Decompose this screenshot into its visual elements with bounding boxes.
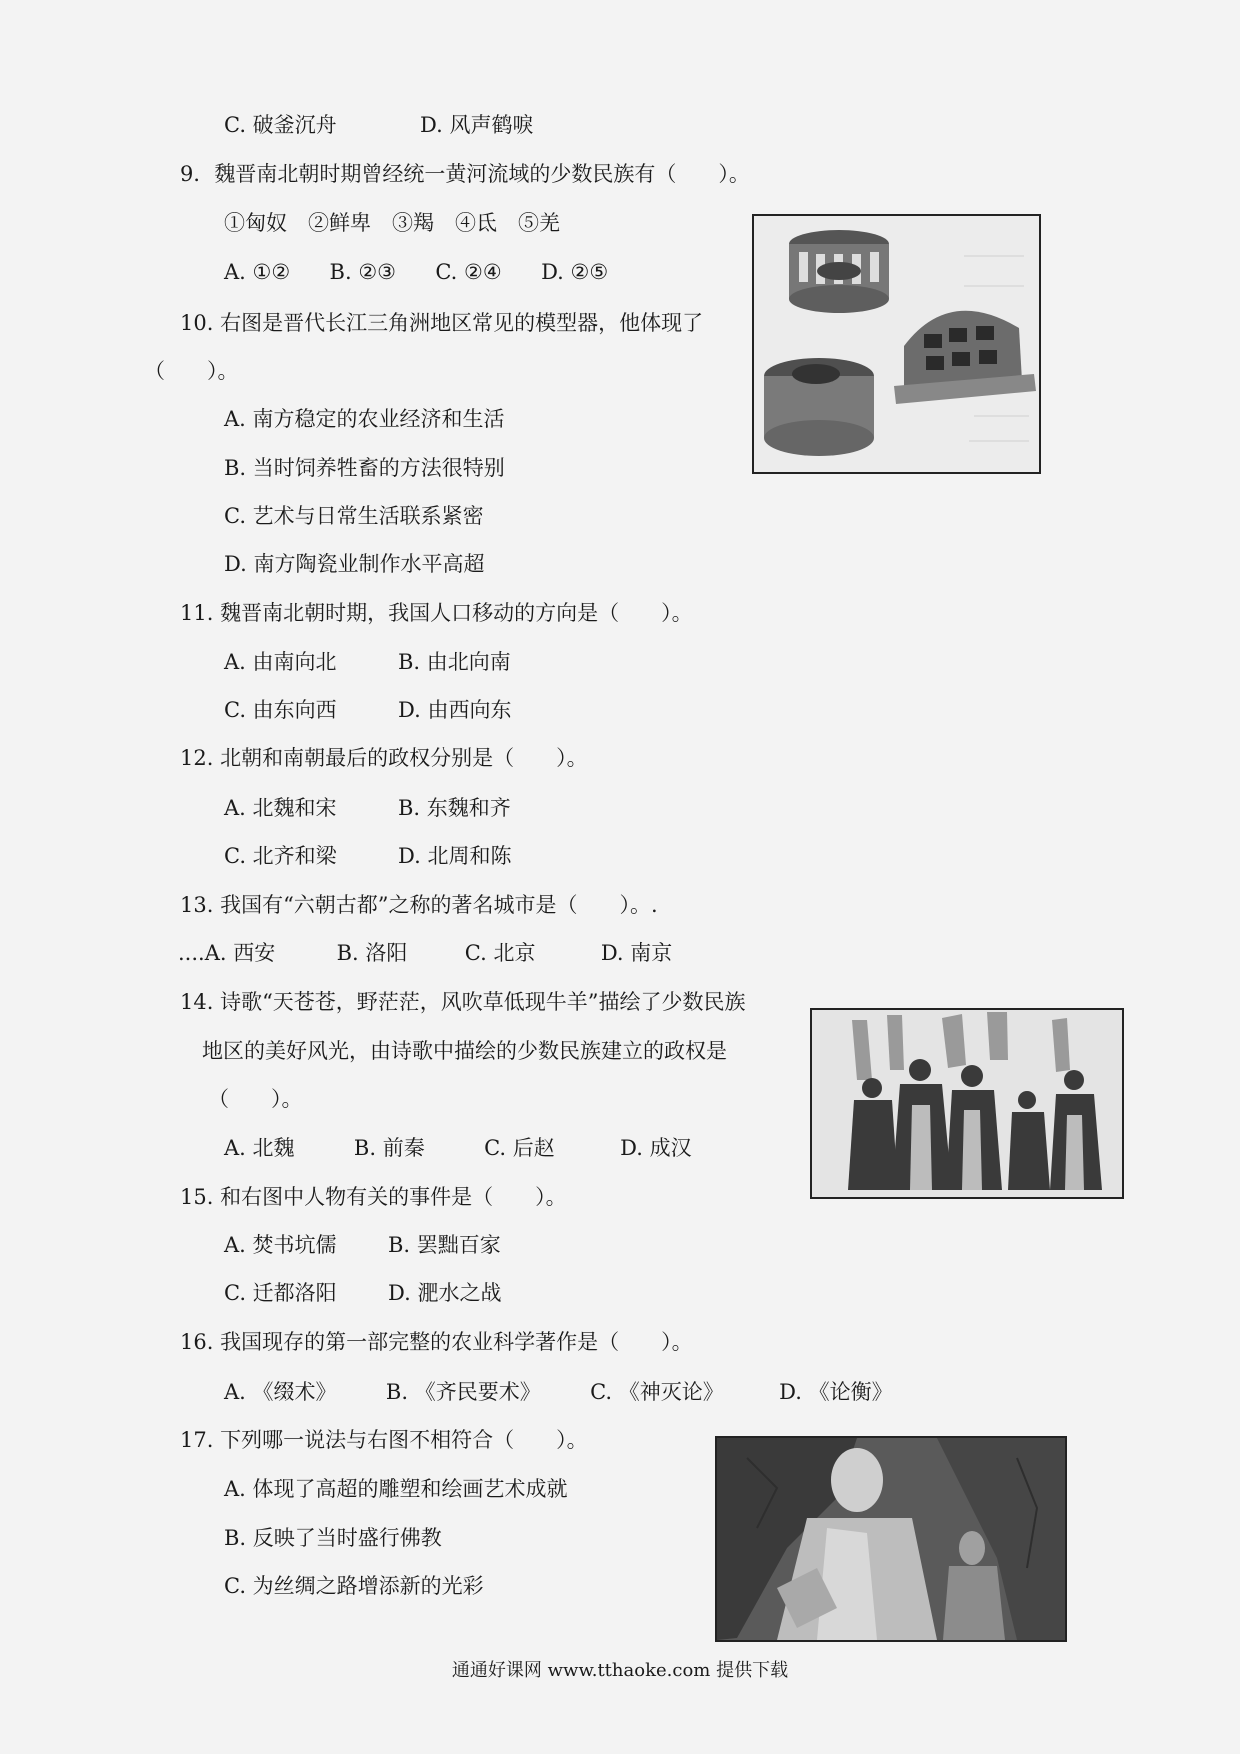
q9-option-c: C. ②④	[435, 260, 502, 284]
q9-stem: 9．魏晋南北朝时期曾经统一黄河流域的少数民族有（ ）。	[180, 162, 750, 186]
q9-option-d: D. ②⑤	[541, 260, 609, 284]
pottery-model-figure	[752, 214, 1041, 474]
q14-options	[224, 1135, 692, 1161]
q10-option-a: A. 南方稳定的农业经济和生活	[224, 407, 505, 431]
procession-mural-figure	[810, 1008, 1124, 1199]
q17-option-a: A. 体现了高超的雕塑和绘画艺术成就	[224, 1477, 568, 1501]
q17-option-c: C. 为丝绸之路增添新的光彩	[224, 1574, 484, 1598]
q15-option-c: C. 迁都洛阳	[224, 1281, 337, 1305]
q12-option-d: D. 北周和陈	[398, 844, 512, 868]
q14-stem: 14. 诗歌“天苍苍，野茫茫，风吹草低现牛羊”描绘了少数民族	[180, 990, 746, 1014]
q8-option-d: D. 风声鹤唳	[420, 113, 534, 137]
q9-option-b: B. ②③	[329, 260, 396, 284]
buddha-statue-image	[717, 1438, 1065, 1640]
q17-stem: 17. 下列哪一说法与右图不相符合（ ）。	[180, 1428, 588, 1452]
q10-option-d: D. 南方陶瓷业制作水平高超	[224, 552, 485, 576]
q14-option-c: C. 后赵	[484, 1136, 555, 1160]
q16-option-a: A. 《缀术》	[224, 1380, 337, 1404]
q13-lead-dots: ....	[178, 941, 205, 965]
q8-option-c: C. 破釜沉舟	[224, 113, 337, 137]
buddha-statue-figure	[715, 1436, 1067, 1642]
q9-items: ①匈奴 ②鲜卑 ③羯 ④氐 ⑤羌	[224, 211, 560, 235]
q13-stem: 13. 我国有“六朝古都”之称的著名城市是（ ）。.	[180, 893, 658, 917]
q15-stem: 15. 和右图中人物有关的事件是（ ）。	[180, 1185, 567, 1209]
q16-options	[224, 1379, 893, 1405]
procession-mural-image	[812, 1010, 1122, 1197]
q12-option-c: C. 北齐和梁	[224, 844, 337, 868]
q16-stem: 16. 我国现存的第一部完整的农业科学著作是（ ）。	[180, 1330, 693, 1354]
q13-option-c: C. 北京	[464, 941, 536, 965]
q13-options	[178, 940, 672, 966]
q14-option-d: D. 成汉	[620, 1136, 692, 1160]
q14-option-a: A. 北魏	[224, 1136, 295, 1160]
q9-option-a: A. ①②	[224, 260, 291, 284]
q16-option-b: B. 《齐民要术》	[385, 1380, 541, 1404]
q12-stem: 12. 北朝和南朝最后的政权分别是（ ）。	[180, 746, 588, 770]
q10-option-b: B. 当时饲养牲畜的方法很特别	[224, 456, 505, 480]
q16-option-d: D. 《论衡》	[779, 1380, 893, 1404]
q14-stem-blank: （ ）。	[208, 1087, 303, 1111]
q13-option-a: A. 西安	[204, 941, 276, 965]
pottery-model-image	[754, 216, 1039, 472]
q12-option-b: B. 东魏和齐	[398, 796, 511, 820]
q12-option-a: A. 北魏和宋	[224, 796, 337, 820]
q11-option-b: B. 由北向南	[398, 650, 511, 674]
q15-option-a: A. 焚书坑儒	[224, 1233, 337, 1257]
q14-option-b: B. 前秦	[353, 1136, 425, 1160]
q11-option-a: A. 由南向北	[224, 650, 337, 674]
q11-option-c: C. 由东向西	[224, 698, 337, 722]
q10-stem: 10. 右图是晋代长江三角洲地区常见的模型器，他体现了	[180, 311, 704, 335]
q13-option-d: D. 南京	[600, 941, 673, 965]
q15-option-d: D. 淝水之战	[388, 1281, 502, 1305]
q11-stem: 11. 魏晋南北朝时期，我国人口移动的方向是（ ）。	[180, 601, 693, 625]
q15-option-b: B. 罢黜百家	[388, 1233, 501, 1257]
q17-option-b: B. 反映了当时盛行佛教	[224, 1526, 442, 1550]
q9-options	[224, 259, 608, 285]
q16-option-c: C. 《神灭论》	[590, 1380, 724, 1404]
q13-option-b: B. 洛阳	[336, 941, 408, 965]
q10-stem-blank: （ ）。	[144, 359, 239, 383]
q11-option-d: D. 由西向东	[398, 698, 512, 722]
page-footer: 通通好课网 www.tthaoke.com 提供下载	[451, 1660, 789, 1681]
q14-stem-line2: 地区的美好风光，由诗歌中描绘的少数民族建立的政权是	[202, 1039, 727, 1063]
q10-option-c: C. 艺术与日常生活联系紧密	[224, 504, 484, 528]
